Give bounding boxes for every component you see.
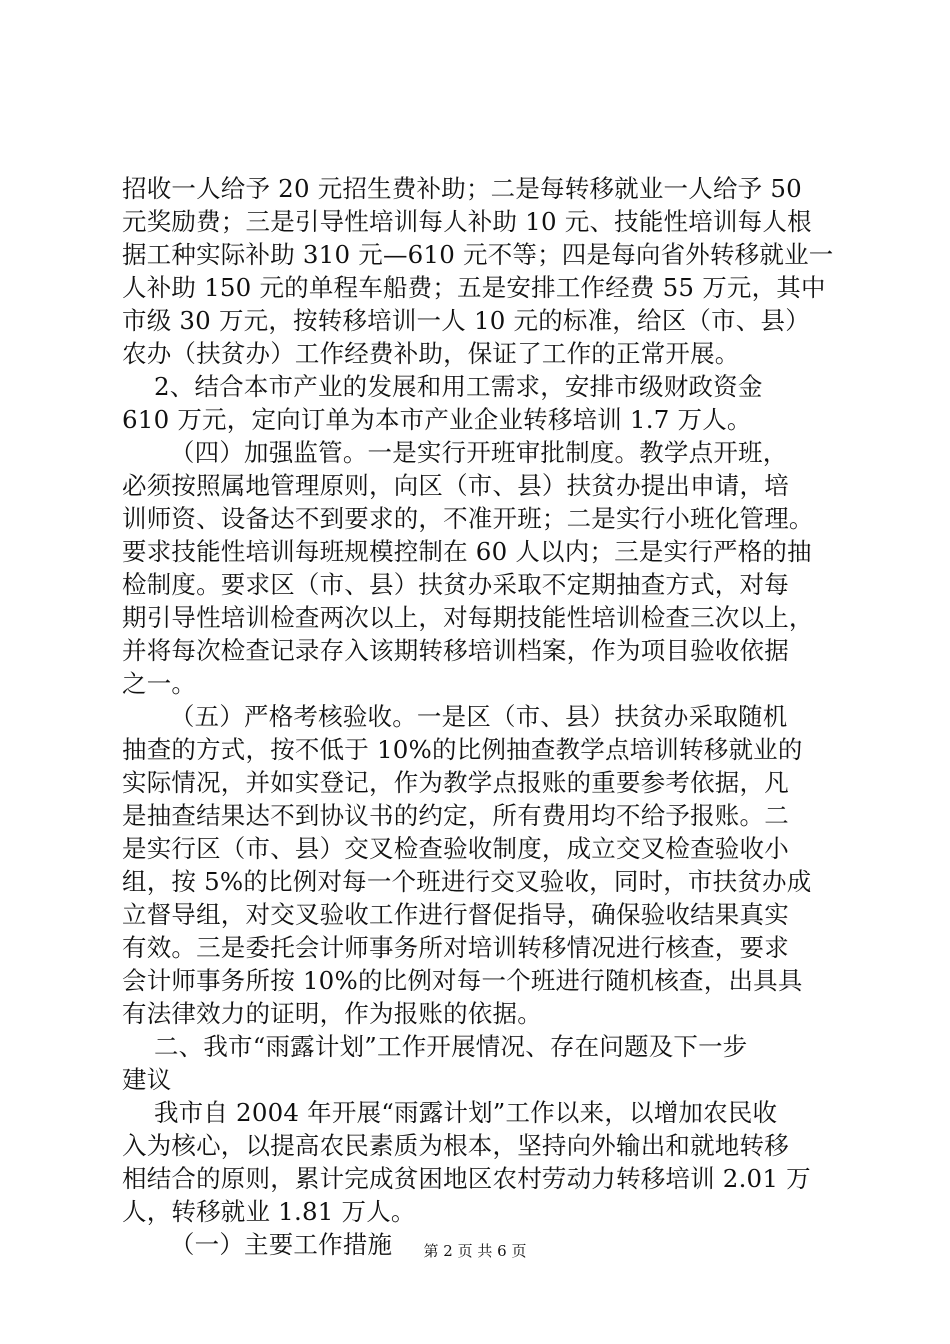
text-line: 据工种实际补助 310 元—610 元不等；四是每向省外转移就业一 [122, 240, 834, 269]
text-line: 并将每次检查记录存入该期转移培训档案，作为项目验收依据 [122, 636, 789, 665]
text-line: 立督导组，对交叉验收工作进行督促指导，确保验收结果真实 [122, 900, 789, 929]
text-line: 要求技能性培训每班规模控制在 60 人以内；三是实行严格的抽 [122, 537, 812, 566]
text-line: 我市自 2004 年开展“雨露计划”工作以来，以增加农民收 [122, 1098, 778, 1127]
text-line: 期引导性培训检查两次以上，对每期技能性培训检查三次以上， [122, 603, 814, 632]
text-line: 610 万元，定向订单为本市产业企业转移培训 1.7 万人。 [122, 405, 752, 434]
text-line: 检制度。要求区（市、县）扶贫办采取不定期抽查方式，对每 [122, 570, 789, 599]
text-line: （五）严格考核验收。一是区（市、县）扶贫办采取随机 [122, 702, 788, 731]
text-line: 抽查的方式，按不低于 10%的比例抽查教学点培训转移就业的 [122, 735, 803, 764]
text-line: 实际情况，并如实登记，作为教学点报账的重要参考依据，凡 [122, 768, 789, 797]
text-line: 元奖励费；三是引导性培训每人补助 10 元、技能性培训每人根 [122, 207, 812, 236]
text-line: 之一。 [122, 669, 197, 698]
text-line: 相结合的原则，累计完成贫困地区农村劳动力转移培训 2.01 万 [122, 1164, 811, 1193]
text-line: 市级 30 万元，按转移培训一人 10 元的标准，给区（市、县） [122, 306, 810, 335]
text-line: 招收一人给予 20 元招生费补助；二是每转移就业一人给予 50 [122, 174, 802, 203]
text-line: 必须按照属地管理原则，向区（市、县）扶贫办提出申请，培 [122, 471, 789, 500]
text-line: 建议 [122, 1065, 172, 1094]
text-line: 训师资、设备达不到要求的，不准开班；二是实行小班化管理。 [122, 504, 814, 533]
text-line: （四）加强监管。一是实行开班审批制度。教学点开班， [122, 438, 788, 467]
text-line: 2、结合本市产业的发展和用工需求，安排市级财政资金 [122, 372, 763, 401]
text-line: 二、我市“雨露计划”工作开展情况、存在问题及下一步 [122, 1032, 748, 1061]
text-line: 人补助 150 元的单程车船费；五是安排工作经费 55 万元，其中 [122, 273, 826, 302]
text-line: 是抽查结果达不到协议书的约定，所有费用均不给予报账。二 [122, 801, 789, 830]
text-line: 有法律效力的证明，作为报账的依据。 [122, 999, 542, 1028]
text-line: 人，转移就业 1.81 万人。 [122, 1197, 416, 1226]
body-text [122, 172, 838, 1261]
text-line: 是实行区（市、县）交叉检查验收制度，成立交叉检查验收小 [122, 834, 789, 863]
text-line: 有效。三是委托会计师事务所对培训转移情况进行核查，要求 [122, 933, 789, 962]
text-line: 组，按 5%的比例对每一个班进行交叉验收，同时，市扶贫办成 [122, 867, 812, 896]
text-line: （一）主要工作措施 [122, 1230, 393, 1259]
text-line: 农办（扶贫办）工作经费补助，保证了工作的正常开展。 [122, 339, 740, 368]
page-footer: 第 2 页 共 6 页 [423, 1242, 527, 1260]
text-line: 会计师事务所按 10%的比例对每一个班进行随机核查，出具具 [122, 966, 803, 995]
text-line: 入为核心，以提高农民素质为根本，坚持向外输出和就地转移 [122, 1131, 789, 1160]
